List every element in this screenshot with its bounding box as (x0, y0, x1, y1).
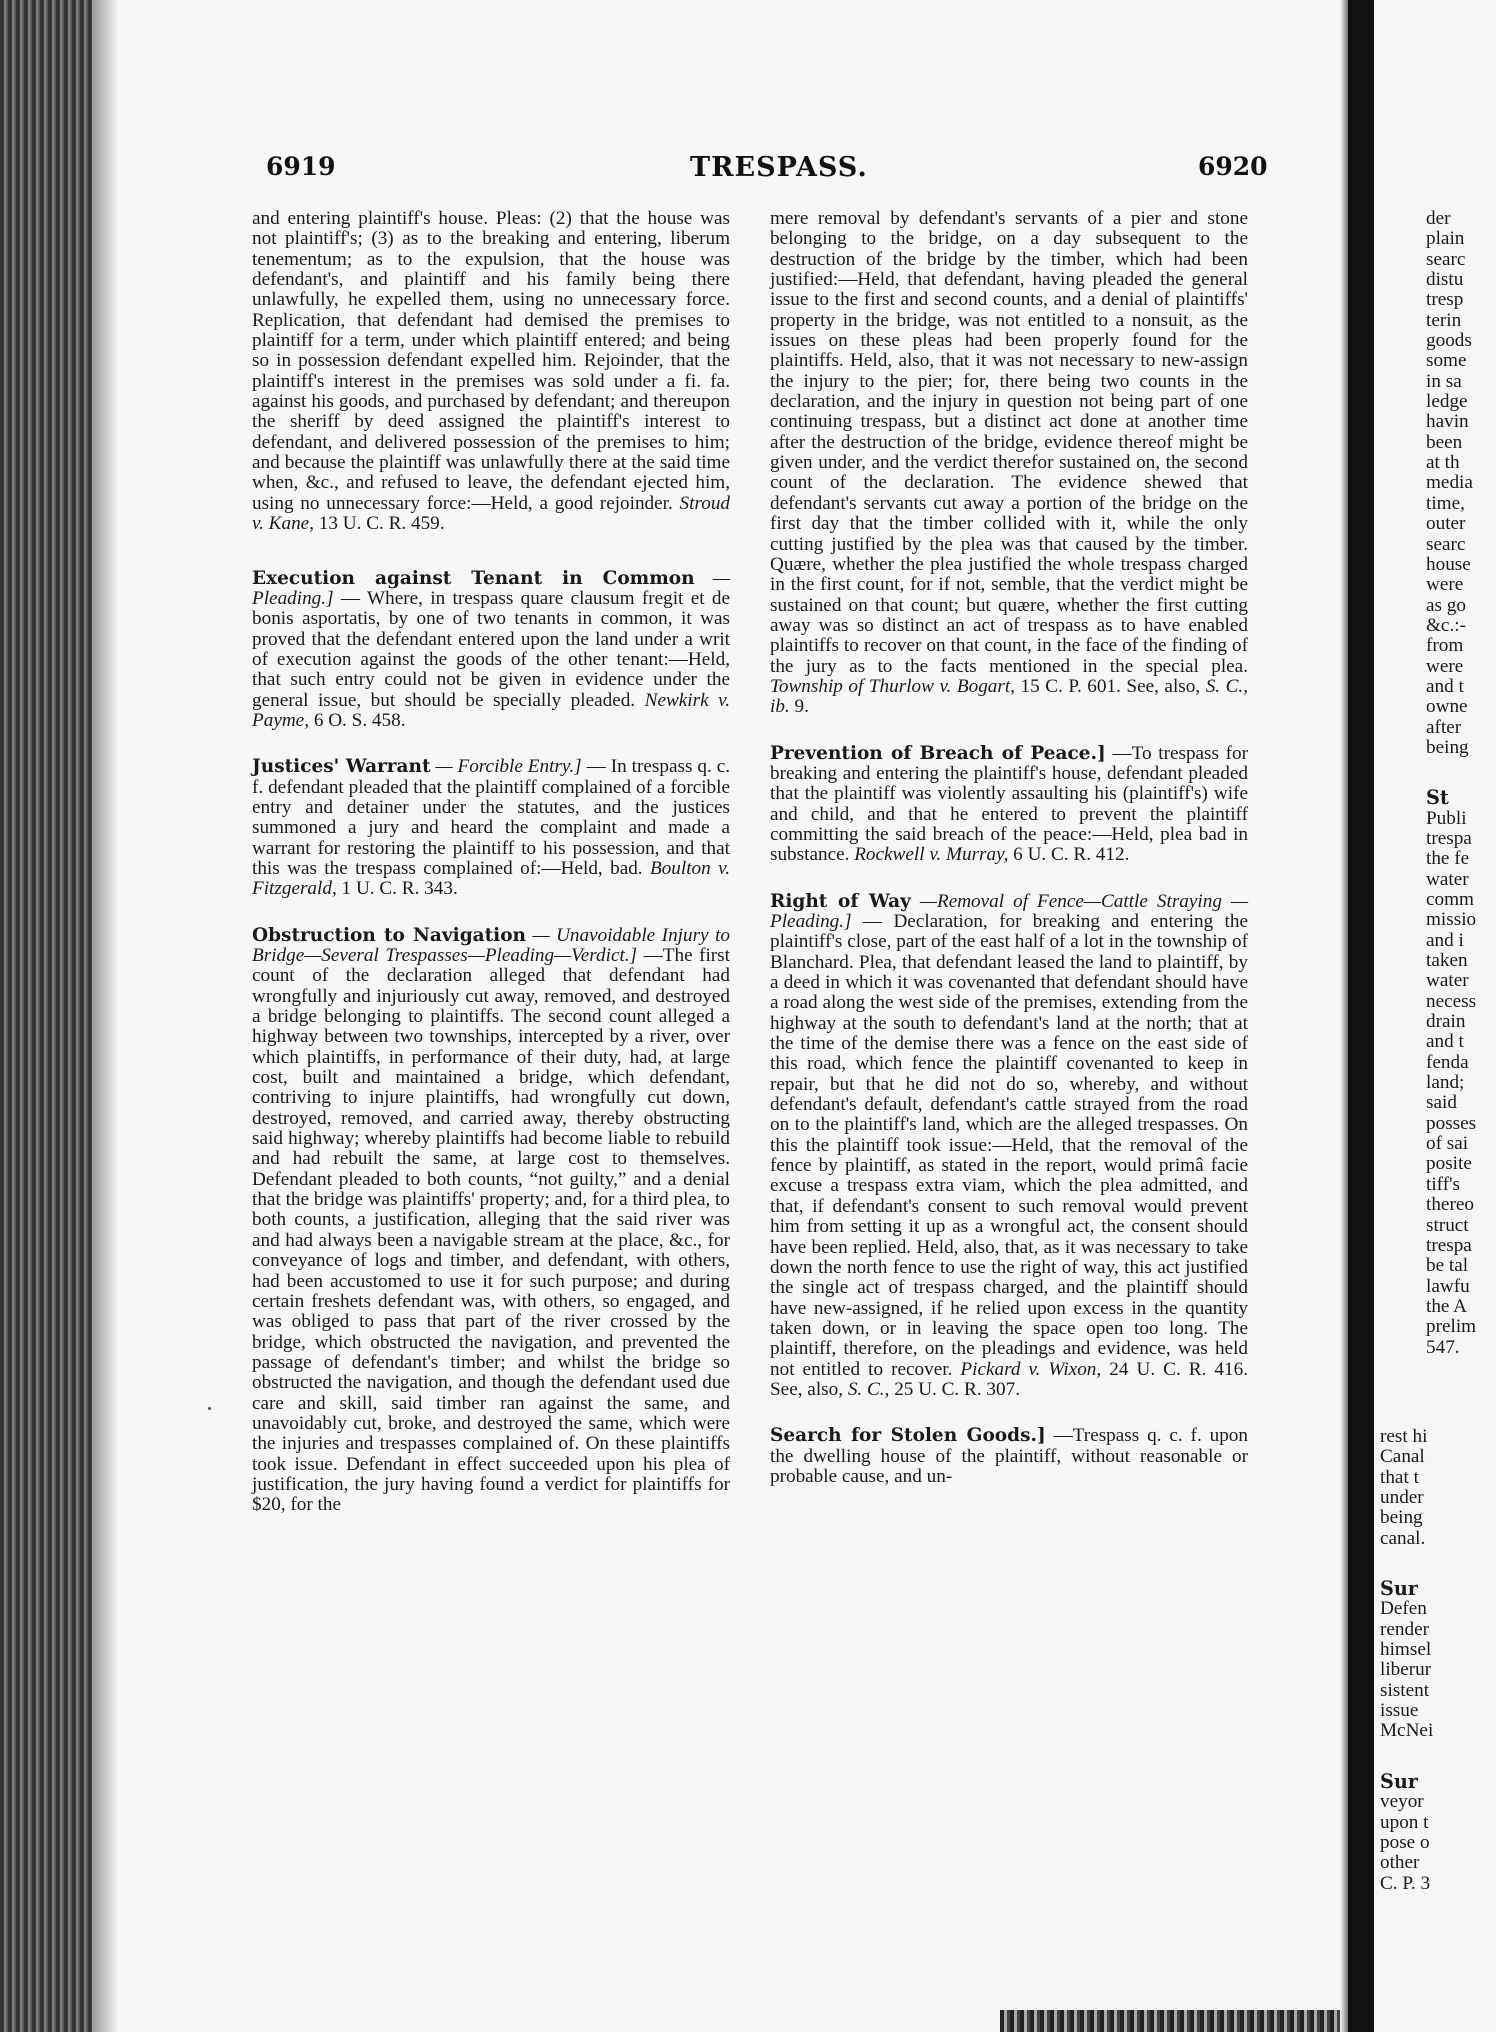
next-page-line: 547. (1426, 1336, 1460, 1358)
next-page-line: being (1426, 736, 1469, 758)
entry-case-ref-2: 25 U. C. R. 307. (894, 1378, 1020, 1400)
intro-paragraph (252, 209, 730, 535)
next-page-line: trespa (1426, 1234, 1472, 1256)
next-page-line: some (1426, 350, 1467, 372)
entry-heading: Justices' Warrant (252, 756, 431, 778)
entry-body: — In trespass q. c. f. defendant pleaded that the plaintiff complained of a forcible entry and detainer under the statutes, and the justices summoned a jury and heard the complaint and made a warrant for restoring the plaintiff to his possession, and that this was the trespass complained of:—Held, bad. (252, 756, 731, 879)
next-page-line: &c.:- (1426, 614, 1466, 636)
entry-heading: Search for Stolen Goods.] (770, 1425, 1046, 1447)
entry-heading: Right of Way (770, 890, 911, 912)
next-page-line: drain (1426, 1011, 1466, 1033)
next-page-line: C. P. 3 (1380, 1872, 1431, 1894)
next-page-line: Canal (1380, 1446, 1425, 1468)
next-page-line: the fe (1426, 848, 1470, 870)
next-page-line: searc (1426, 248, 1466, 270)
entry-subheading: — Forcible Entry.] (435, 756, 582, 778)
next-page-line: be tal (1426, 1255, 1469, 1277)
next-page-line: comm (1426, 889, 1474, 910)
entry-body: — Declaration, for breaking and entering the plaintiff's close, part of the east half of a lot in the township of Blanchard. Plea, that defendant leased the land to plaintiff, by a deed in which it was covenanted that defendant should have a road along the west side of the premises, extending from the highway at the south to defendant's land at the north; that at the time of the demise there was a fence on the east side of this road, which fence the plaintiff covenanted to keep in repair, but that he did not do so, whereby, and without defendant's default, defendant's cattle strayed from the road on to the plaintiff's land, which are the alleged trespasses. On this the plaintiff took issue:—Held, that the removal of the fence by plaintiff, as stated in the report, would primâ facie excuse a trespass extra viam, which the plea admitted, and that, if defendant's consent to such removal would prevent him from setting it up as a wrongful act, the consent should have been replied. Held, also, that, as it was necessary to take down the north fence to use the right of way, this act justified the single act of trespass charged, and the plaintiff should have new-assigned, if he relied upon excess in the quantity taken down, or in leaving the space open too long. The plaintiff, therefore, on the pleadings and evidence, was held not entitled to recover. (770, 911, 1248, 1380)
next-page-line: of sai (1426, 1133, 1469, 1155)
next-page-line: missio (1426, 909, 1477, 931)
next-page-line: upon t (1380, 1811, 1429, 1833)
next-page-line: water (1426, 970, 1469, 992)
next-page-line: terin (1426, 309, 1462, 331)
next-page-line: the A (1426, 1295, 1468, 1317)
next-page-line: lawfu (1426, 1275, 1470, 1297)
entry-case-cite: Newkirk v. Payme, (252, 689, 730, 731)
entry-case-ref: 24 U. C. R. 416. See, also, (770, 1358, 1249, 1400)
next-page-line: other (1380, 1852, 1420, 1874)
next-page-line: and t (1426, 675, 1464, 697)
next-page-line: thereo (1426, 1194, 1474, 1216)
next-page-line: being (1380, 1507, 1423, 1529)
next-page-line: tresp (1426, 289, 1464, 311)
next-page-line: said (1426, 1092, 1457, 1114)
next-page-line: pose o (1380, 1831, 1430, 1853)
next-page-line: veyor (1380, 1791, 1424, 1813)
next-page-line: water (1426, 868, 1469, 890)
next-page-line: outer (1426, 513, 1466, 535)
entry-heading: Obstruction to Navigation (252, 924, 526, 946)
continuation-paragraph (770, 209, 1248, 718)
next-page-line: Defen (1380, 1598, 1427, 1620)
binding-shadow (92, 0, 118, 2032)
entry-execution (252, 569, 730, 732)
intro-case-ref: 13 U. C. R. 459. (318, 513, 445, 535)
left-page-number: 6919 (266, 152, 336, 181)
intro-body: and entering plaintiff's house. Pleas: (2) that the house was not plaintiff's; (3) as to the breaking and entering, liberum tenementum; as to the expulsion, that the house was defendant's, and plaintiff and his family being there unlawfully, he expelled them, using no unnecessary force. Replication, that defendant had demised the premises to plaintiff for a term, under which plaintiff entered; and being so in possession defendant expelled him. Rejoinder, that the plaintiff's interest in the premises was sold under a fi. fa. against his goods, and purchased by defendant; and thereupon the sheriff by deed assigned the plaintiff's interest to defendant, and delivered possession of the premises to him; and because the plaintiff was unlawfully there at the said time when, &c., and refused to leave, the defendant ejected him, using no unnecessary force:—Held, a good rejoinder. (252, 208, 730, 514)
next-page-line: that t (1380, 1466, 1419, 1488)
entry-right-of-way (770, 892, 1248, 1401)
entry-heading: Execution against Tenant in Common (252, 567, 695, 589)
next-page-line: sistent (1380, 1679, 1430, 1701)
entry-prevention (770, 744, 1248, 866)
next-page-line: struct (1426, 1214, 1469, 1236)
next-page-line: trespa (1426, 827, 1472, 849)
entry-obstruction (252, 926, 730, 1516)
right-page-number: 6920 (1198, 152, 1268, 181)
continuation-case-cite-2: S. C., ib. (770, 675, 1249, 718)
fragment-gap (1380, 1549, 1496, 1579)
next-page-line: liberur (1380, 1659, 1432, 1681)
entry-body: —Trespass q. c. f. upon the dwelling house of the plaintiff, without reasonable or probable cause, and un- (770, 1425, 1248, 1487)
next-page-line: Sur (1380, 1769, 1418, 1793)
continuation-case-ref-2: 9. (794, 696, 809, 718)
running-title: TRESPASS. (690, 152, 868, 183)
continuation-body: mere removal by defendant's servants of a pier and stone belonging to the bridge, on a day subsequent to the destruction of the bridge by the timber, which had been justified:—Held, that defendant, having pleaded the general issue to the first and second counts, and a denial of plaintiffs' property in the bridge, was not entitled to a nonsuit, as the issues on these pleas had been properly found for the plaintiffs. Held, also, that it was not necessary to new-assign the injury to the pier; for, there being two counts in the declaration, and the injury in question not being part of one continuing trespass, but a distinct act done at another time after the destruction of the bridge, evidence thereof might be given under, and the verdict therefor sustained on, the second count of the declaration. The evidence shewed that defendant's servants cut away a portion of the bridge on the first day that the timber collided with it, while the only cutting justified by the plea was that caused by the timber. Quære, whether the plea justified the whole trespass charged in the first count, for if not, semble, that the verdict might be sustained on that count; but quære, whether the first cutting away was so distinct an act of trespass as to have enabled plaintiffs to recover on that count, in the face of the finding of the jury as to the facts mentioned in the special plea. (770, 208, 1248, 677)
next-page-line: distu (1426, 269, 1464, 291)
continuation-case-ref: 15 C. P. 601. See, also, (1020, 675, 1201, 697)
entry-case-cite-2: S. C., (847, 1378, 890, 1400)
next-page-line: himsel (1380, 1639, 1432, 1661)
next-page-line: McNei (1380, 1720, 1434, 1742)
entry-case-cite: Boulton v. Fitzgerald, (252, 857, 731, 900)
next-page-line: prelim (1426, 1316, 1477, 1338)
next-page-line: been (1426, 431, 1463, 453)
ink-speck (208, 1407, 211, 1410)
next-page-line: posses (1426, 1112, 1477, 1134)
page-stack-edge (1000, 2010, 1340, 2032)
next-page-line: St (1426, 786, 1449, 810)
entry-case-cite: Pickard v. Wixon, (960, 1358, 1102, 1380)
next-page-line: media (1426, 472, 1473, 494)
entry-subheading: —Pleading.] (252, 567, 730, 609)
next-page-line: posite (1426, 1153, 1472, 1175)
next-page-line: house (1426, 553, 1471, 575)
next-page-line: time, (1426, 492, 1465, 514)
next-page-line: were (1426, 655, 1464, 677)
next-page-line: plain (1426, 228, 1465, 250)
next-page-line: land; (1426, 1072, 1465, 1094)
continuation-case-cite: Township of Thurlow v. Bogart, (770, 675, 1015, 697)
entry-body: — Where, in trespass quare clausum fregit et de bonis asportatis, by one of two tenants in common, it was proved that the defendant entered upon the land under a writ of execution against the goods of the other tenant:—Held, that such entry could not be given in evidence under the general issue, but should be specially pleaded. (252, 587, 730, 711)
next-page-column-fragment-lower (1380, 1427, 1496, 1894)
fragment-gap (1426, 758, 1496, 788)
entry-search (770, 1426, 1248, 1487)
entry-body: —The first count of the declaration alleged that defendant had wrongfully and injuriously cut away, removed, and destroyed a bridge belonging to plaintiffs. The second count alleged a highway between two townships, intercepted by a river, over which plaintiffs, in performance of their duty, had, at large cost, built and maintained a bridge, which defendant, contriving to injure plaintiffs, had wrongfully cut down, destroyed, removed, and carried away, thereby obstructing said highway; whereby plaintiffs had become liable to rebuild and had rebuilt the same, at large cost to themselves. Defendant pleaded to both counts, “not guilty,” and a denial that the bridge was plaintiffs' property; and, for a third plea, to both counts, a justification, alleging that the said river was and had always been a navigable stream at the place, &c., for conveyance of logs and timber, and defendant, with others, had been accustomed to use it for such purpose; and during certain freshets defendant was, with others, so engaged, and was obliged to pass that part of the river crossed by the bridge, which obstructed the navigation, and prevented the passage of defendant's timber; and whilst the bridge so obstructed the navigation, and though the defendant used due care and skill, said timber ran against the same, and unavoidably cut, broke, and destroyed the same, which were the injuries and trespasses complained of. On these plaintiffs took issue. Defendant in effect succeeded upon his plea of justification, the jury having found a verdict for plaintiffs for $20, for the (252, 945, 730, 1516)
next-page-line: Sur (1380, 1577, 1418, 1601)
next-page-line: taken (1426, 950, 1468, 972)
next-page-line: after (1426, 716, 1462, 738)
next-page-line: render (1380, 1618, 1429, 1640)
entry-justices-warrant (252, 757, 730, 899)
next-page-line: issue (1380, 1700, 1419, 1722)
next-page-line: der (1426, 208, 1451, 229)
entry-subheading: —Removal of Fence—Cattle Straying — Pleading.] (770, 890, 1249, 932)
book-gutter (1348, 0, 1374, 2032)
next-page-line: searc (1426, 533, 1466, 555)
next-page-line: owne (1426, 696, 1468, 718)
book-binding (0, 0, 92, 2032)
next-page-line: under (1380, 1487, 1424, 1509)
entry-case-ref: 6 U. C. R. 412. (1013, 844, 1130, 866)
entry-heading: Prevention of Breach of Peace.] (770, 742, 1106, 764)
entry-case-ref: 6 O. S. 458. (313, 709, 406, 731)
next-page-line: from (1426, 635, 1464, 657)
entry-case-cite: Rockwell v. Murray, (854, 844, 1009, 866)
next-page-line: goods (1426, 330, 1472, 352)
next-page-line: ledge (1426, 391, 1468, 413)
entry-body: —To trespass for breaking and entering the plaintiff's house, defendant pleaded that the plaintiff was violently assaulting his (plaintiff's) wife and child, and that he entered to prevent the plaintiff committing the said breach of the peace:—Held, plea bad in substance. (770, 742, 1249, 866)
next-page-line: in sa (1426, 370, 1462, 392)
next-page-line: canal. (1380, 1527, 1426, 1549)
next-page-line: necess (1426, 990, 1477, 1012)
entry-subheading: — Unavoidable Injury to Bridge—Several Trespasses—Pleading—Verdict.] (252, 924, 731, 966)
page-edge-shadow (1340, 0, 1348, 2032)
fragment-gap (1380, 1742, 1496, 1772)
next-page-line: Publi (1426, 807, 1467, 829)
next-page-column-fragment (1426, 209, 1496, 1358)
next-page-line: as go (1426, 594, 1466, 616)
next-page-line: rest hi (1380, 1426, 1428, 1447)
next-page-line: were (1426, 574, 1464, 596)
next-page-line: tiff's (1426, 1173, 1461, 1195)
right-column (770, 209, 1248, 1487)
left-column (252, 209, 730, 1516)
next-page-line: and t (1426, 1031, 1464, 1053)
intro-case-cite: Stroud v. Kane, (252, 492, 731, 535)
next-page-line: at th (1426, 452, 1460, 474)
next-page-line: and i (1426, 929, 1464, 951)
next-page-line: havin (1426, 411, 1469, 433)
next-page-line: fenda (1426, 1051, 1469, 1073)
entry-case-ref: 1 U. C. R. 343. (341, 878, 458, 900)
